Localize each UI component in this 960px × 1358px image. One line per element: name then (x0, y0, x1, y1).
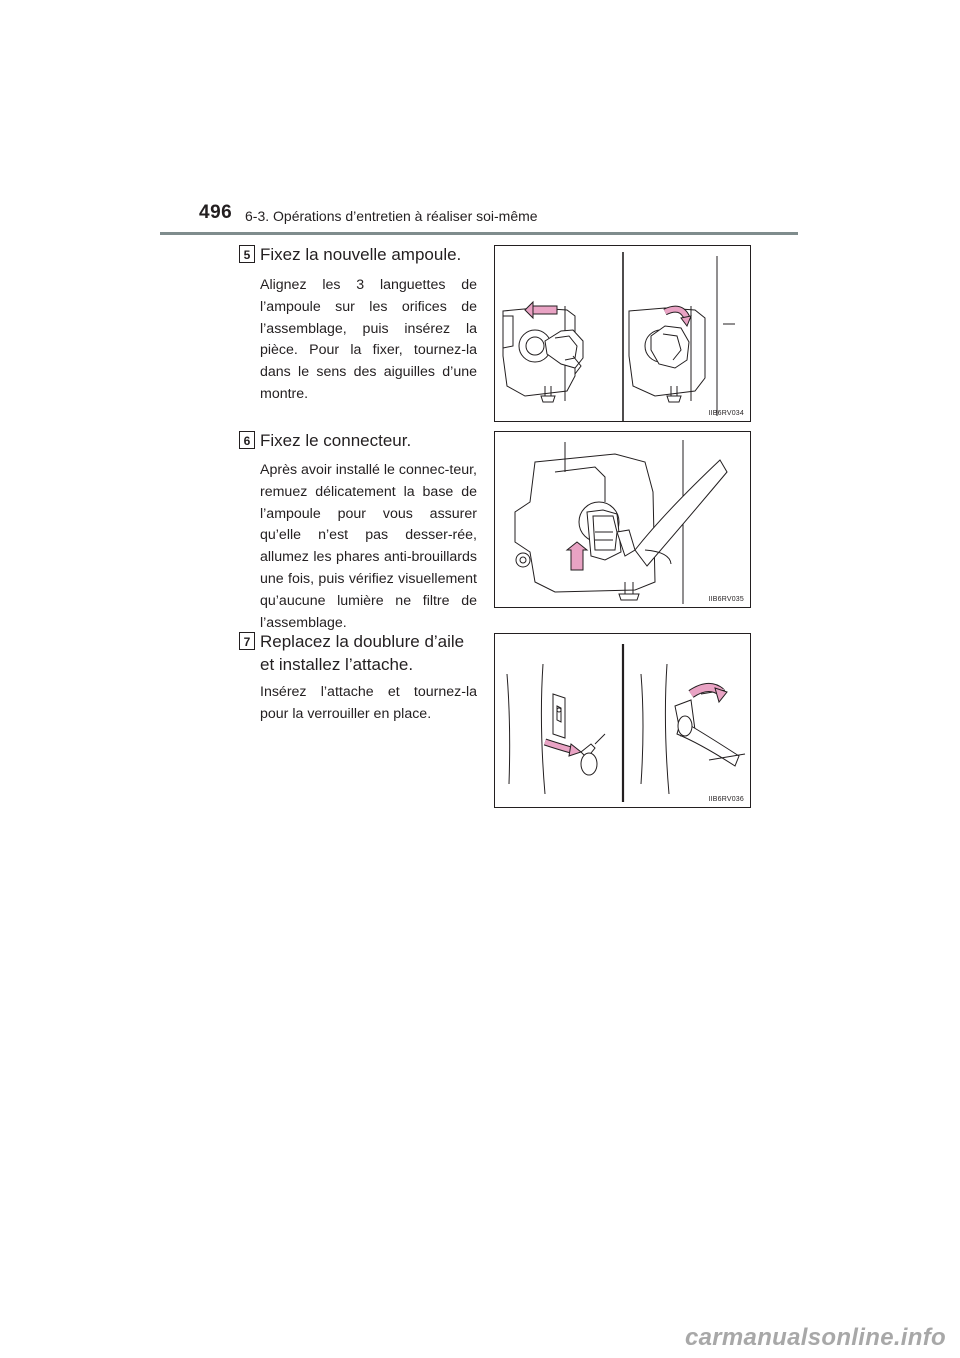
figure-connector (494, 431, 751, 608)
step-6-body: Après avoir installé le connec-teur, remuez délicatement la base de l’ampoule pour vous assurer qu’elle n’est pas desser-rée, allumez les phares anti-brouillards une fois, puis vérifiez visuellement qu’aucune lumière ne filtre de l’assemblage. (260, 462, 477, 631)
step-7-body: Insérez l’attache et tournez-la pour la verrouiller en place. (260, 684, 477, 722)
step-6-badge: 6 (239, 431, 255, 449)
figure-code: IIB6RV035 (708, 596, 744, 603)
step-7-heading: Replacez la doublure d’aile et installez l’attache. (260, 632, 465, 674)
footer-watermark: carmanualsonline.info (684, 1324, 946, 1351)
page-number: 496 (199, 202, 233, 223)
step-7-badge: 7 (239, 632, 255, 650)
figure-clip-install (494, 633, 751, 808)
step-5-body: Alignez les 3 languettes de l’ampoule sur les orifices de l’assemblage, puis insérez la pièce. Pour la fixer, tournez-la dans le sens des aiguilles d’une montre. (260, 277, 477, 402)
section-title: 6-3. Opérations d’entretien à réaliser soi-même (245, 208, 538, 224)
step-5-heading: Fixez la nouvelle ampoule. (260, 245, 462, 264)
figure-code: IIB6RV034 (708, 410, 744, 417)
figure-code: IIB6RV036 (708, 796, 744, 803)
step-5-badge: 5 (239, 245, 255, 263)
header-rule (160, 232, 798, 235)
figure-bulb-install (494, 245, 751, 422)
step-6-heading: Fixez le connecteur. (260, 431, 412, 450)
